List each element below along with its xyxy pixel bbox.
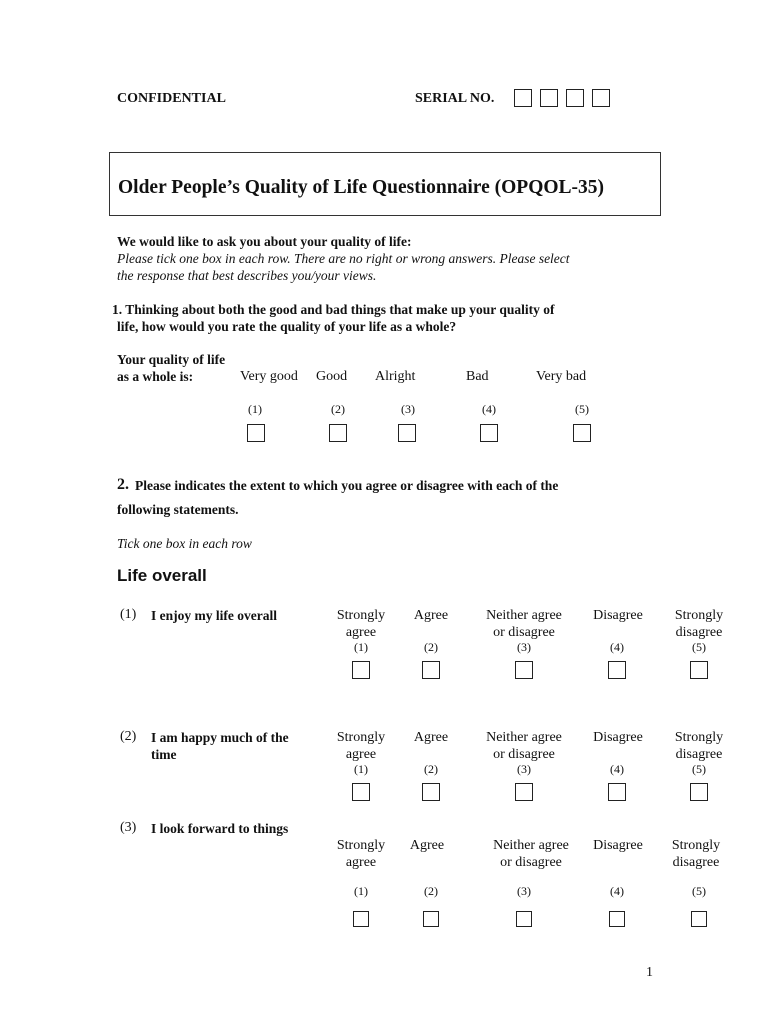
scale-code-4: (4) — [610, 884, 624, 898]
scale-strongly-disagree-label: Strongly disagree — [671, 838, 721, 870]
serial-digit-box-1[interactable] — [514, 89, 532, 107]
q1-code-5: (5) — [575, 402, 589, 416]
section-title-life-overall: Life overall — [117, 566, 207, 585]
checkbox-agree[interactable] — [422, 661, 440, 679]
scale-code-5: (5) — [692, 640, 706, 654]
scale-code-1: (1) — [354, 884, 368, 898]
scale-disagree-label: Disagree — [593, 608, 643, 623]
scale-code-2: (2) — [424, 640, 438, 654]
q1-option-alright: Alright — [375, 369, 416, 384]
scale-strongly-disagree-label: Strongly disagree — [674, 608, 724, 640]
q2-text-line-1: Please indicates the extent to which you agree or disagree with each of the — [135, 478, 559, 493]
q1-code-3: (3) — [401, 402, 415, 416]
statement-number: (2) — [120, 729, 137, 744]
q1-code-2: (2) — [331, 402, 345, 416]
checkbox-disagree[interactable] — [608, 661, 626, 679]
scale-code-2: (2) — [424, 762, 438, 776]
page-title: Older People’s Quality of Life Questionnaire (OPQOL-35) — [118, 177, 605, 198]
scale-neither-label: Neither agree or disagree — [486, 608, 562, 640]
q1-text-line-2: life, how would you rate the quality of your life as a whole? — [117, 319, 457, 334]
title-box — [109, 152, 661, 216]
scale-agree-label: Agree — [409, 838, 445, 853]
scale-disagree-label: Disagree — [593, 730, 643, 745]
scale-strongly-agree-label: Strongly agree — [336, 838, 386, 870]
statement-number: (1) — [120, 607, 137, 622]
scale-strongly-disagree-label: Strongly disagree — [674, 730, 724, 762]
confidential-label: CONFIDENTIAL — [117, 91, 226, 106]
intro-lead: We would like to ask you about your quality of life: — [117, 234, 412, 249]
checkbox-strongly-disagree[interactable] — [690, 661, 708, 679]
checkbox-neither[interactable] — [515, 783, 533, 801]
q1-option-very-good: Very good — [240, 369, 298, 384]
q1-option-good: Good — [316, 369, 348, 384]
statement-text: I enjoy my life overall — [151, 608, 277, 623]
q2-number: 2. — [117, 476, 129, 493]
statement-text: I am happy much of the time — [151, 730, 289, 762]
q1-checkbox-bad[interactable] — [480, 424, 498, 442]
checkbox-disagree[interactable] — [609, 911, 625, 927]
q1-text-line-1: 1. Thinking about both the good and bad things that make up your quality of — [112, 302, 555, 317]
serial-no-label: SERIAL NO. — [415, 91, 495, 106]
q1-checkbox-very-bad[interactable] — [573, 424, 591, 442]
checkbox-agree[interactable] — [422, 783, 440, 801]
scale-code-1: (1) — [354, 762, 368, 776]
checkbox-neither[interactable] — [515, 661, 533, 679]
checkbox-strongly-agree[interactable] — [352, 661, 370, 679]
checkbox-neither[interactable] — [516, 911, 532, 927]
q1-option-very-bad: Very bad — [536, 369, 587, 384]
q1-checkbox-alright[interactable] — [398, 424, 416, 442]
scale-agree-label: Agree — [413, 608, 449, 623]
q1-code-4: (4) — [482, 402, 496, 416]
scale-disagree-label: Disagree — [593, 838, 643, 853]
checkbox-strongly-disagree[interactable] — [691, 911, 707, 927]
checkbox-agree[interactable] — [423, 911, 439, 927]
scale-code-3: (3) — [517, 762, 531, 776]
q2-tick-note: Tick one box in each row — [117, 536, 252, 551]
statement-text: I look forward to things — [151, 821, 289, 836]
scale-code-2: (2) — [424, 884, 438, 898]
scale-strongly-agree-label: Strongly agree — [336, 730, 386, 762]
scale-code-5: (5) — [692, 762, 706, 776]
scale-strongly-agree-label: Strongly agree — [336, 608, 386, 640]
checkbox-strongly-disagree[interactable] — [690, 783, 708, 801]
q1-label-line-2: as a whole is: — [117, 369, 194, 384]
intro-line-2: the response that best describes you/your views. — [117, 268, 377, 283]
scale-neither-label: Neither agree or disagree — [486, 730, 562, 762]
scale-agree-label: Agree — [413, 730, 449, 745]
q1-checkbox-very-good[interactable] — [247, 424, 265, 442]
checkbox-disagree[interactable] — [608, 783, 626, 801]
scale-code-1: (1) — [354, 640, 368, 654]
serial-digit-box-2[interactable] — [540, 89, 558, 107]
scale-code-4: (4) — [610, 762, 624, 776]
scale-code-5: (5) — [692, 884, 706, 898]
scale-code-3: (3) — [517, 640, 531, 654]
q2-text-line-2: following statements. — [117, 502, 239, 517]
scale-neither-label: Neither agree or disagree — [493, 838, 569, 870]
q1-checkbox-good[interactable] — [329, 424, 347, 442]
scale-code-3: (3) — [517, 884, 531, 898]
q1-option-bad: Bad — [466, 369, 489, 384]
page-number: 1 — [646, 965, 653, 980]
q1-code-1: (1) — [248, 402, 262, 416]
serial-digit-box-3[interactable] — [566, 89, 584, 107]
q1-label-line-1: Your quality of life — [117, 352, 226, 367]
intro-line-1: Please tick one box in each row. There are no right or wrong answers. Please select — [117, 251, 570, 266]
serial-digit-box-4[interactable] — [592, 89, 610, 107]
checkbox-strongly-agree[interactable] — [352, 783, 370, 801]
statement-number: (3) — [120, 820, 137, 835]
scale-code-4: (4) — [610, 640, 624, 654]
checkbox-strongly-agree[interactable] — [353, 911, 369, 927]
